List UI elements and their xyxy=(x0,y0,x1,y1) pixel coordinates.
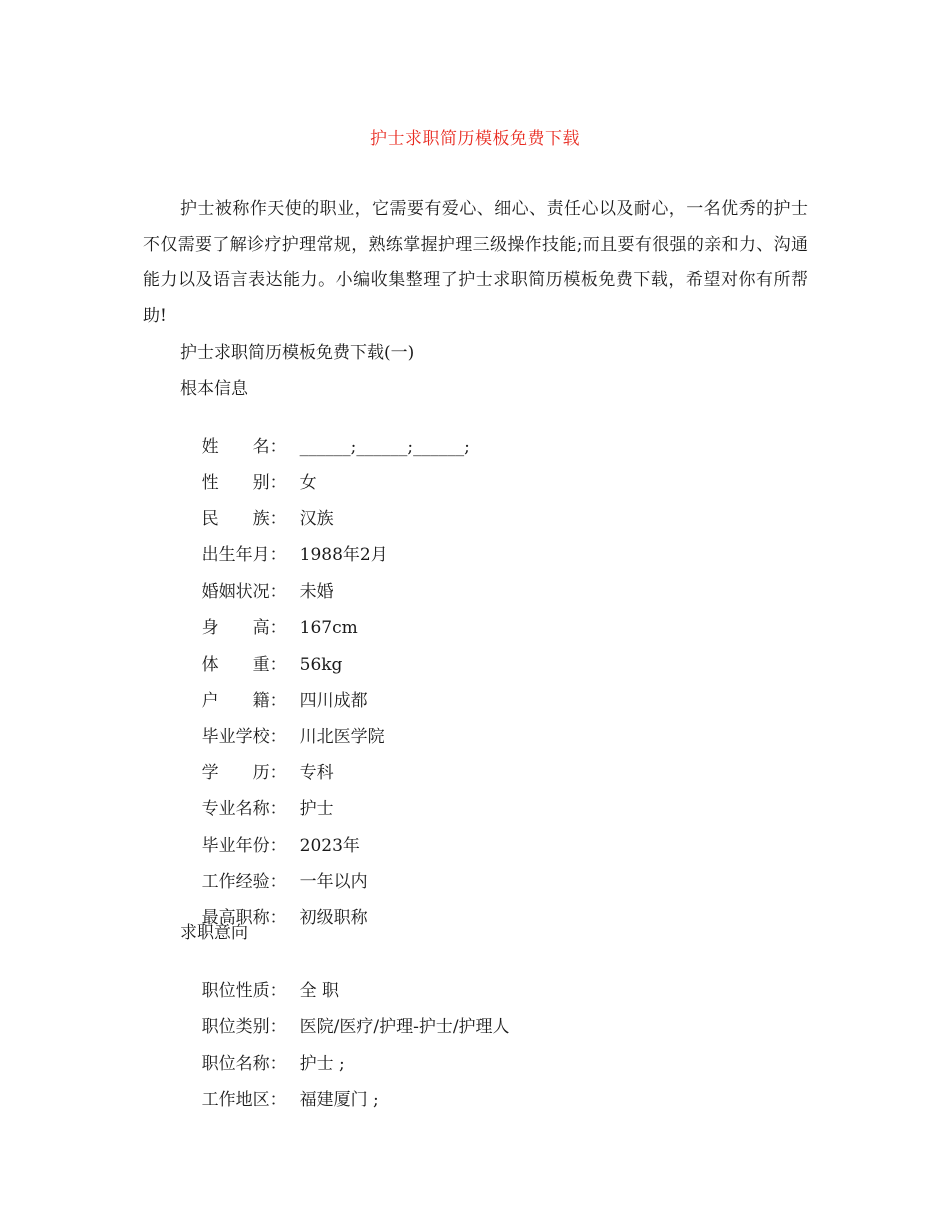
intent-row-work-area xyxy=(180,1067,379,1133)
info-label: 专业名称： xyxy=(201,799,287,819)
intent-value: 医院/医疗/护理-护士/护理人 xyxy=(299,1017,510,1037)
intent-label: 职位类别： xyxy=(201,1017,287,1037)
info-label: 出生年月： xyxy=(201,545,287,565)
info-value: 未婚 xyxy=(299,582,334,602)
info-label: 姓 名： xyxy=(201,437,287,457)
document-title: 护士求职简历模板免费下载 xyxy=(370,129,580,149)
info-label: 体 重： xyxy=(201,655,287,675)
info-value: 汉族 xyxy=(299,509,334,529)
info-label: 毕业年份： xyxy=(201,836,287,856)
info-label: 身 高： xyxy=(201,618,287,638)
intent-value: 福建厦门 ; xyxy=(299,1090,379,1110)
info-label: 民 族： xyxy=(201,509,287,529)
info-value: 专科 xyxy=(299,763,334,783)
info-value: 四川成都 xyxy=(299,691,368,711)
info-value: 一年以内 xyxy=(299,872,368,892)
intent-label: 职位名称： xyxy=(201,1054,287,1074)
intro-paragraph: 护士被称作天使的职业，它需要有爱心、细心、责任心以及耐心，一名优秀的护士不仅需要了解诊疗护理常规，熟练掌握护理三级操作技能;而且要有很强的亲和力、沟通能力以及语言表达能力。小编收集整理了护士求职简历模板免费下载，希望对你有所帮助! xyxy=(143,199,808,326)
info-label: 学 历： xyxy=(201,763,287,783)
info-label: 性 别： xyxy=(201,473,287,493)
info-value: ______;______;______; xyxy=(299,437,470,457)
info-label: 工作经验： xyxy=(201,872,287,892)
info-label: 最高职称： xyxy=(201,908,287,928)
info-label: 毕业学校： xyxy=(201,727,287,747)
intent-label: 工作地区： xyxy=(201,1090,287,1110)
job-intent-heading: 求职意向 xyxy=(180,923,248,943)
info-value: 167cm xyxy=(299,618,358,638)
intent-value: 护士 ; xyxy=(299,1054,345,1074)
info-value: 56kg xyxy=(299,655,343,675)
info-value: 护士 xyxy=(299,799,334,819)
info-label: 户 籍： xyxy=(201,691,287,711)
intent-label: 职位性质： xyxy=(201,981,287,1001)
basic-info-heading: 根本信息 xyxy=(180,379,248,399)
info-label: 婚姻状况： xyxy=(201,582,287,602)
intent-value: 全 职 xyxy=(299,981,340,1001)
info-value: 1988年2月 xyxy=(299,545,388,565)
info-value: 女 xyxy=(299,473,317,493)
info-value: 初级职称 xyxy=(299,908,368,928)
info-value: 2023年 xyxy=(299,836,360,856)
info-value: 川北医学院 xyxy=(299,727,385,747)
section-heading: 护士求职简历模板免费下载(一) xyxy=(180,343,415,363)
